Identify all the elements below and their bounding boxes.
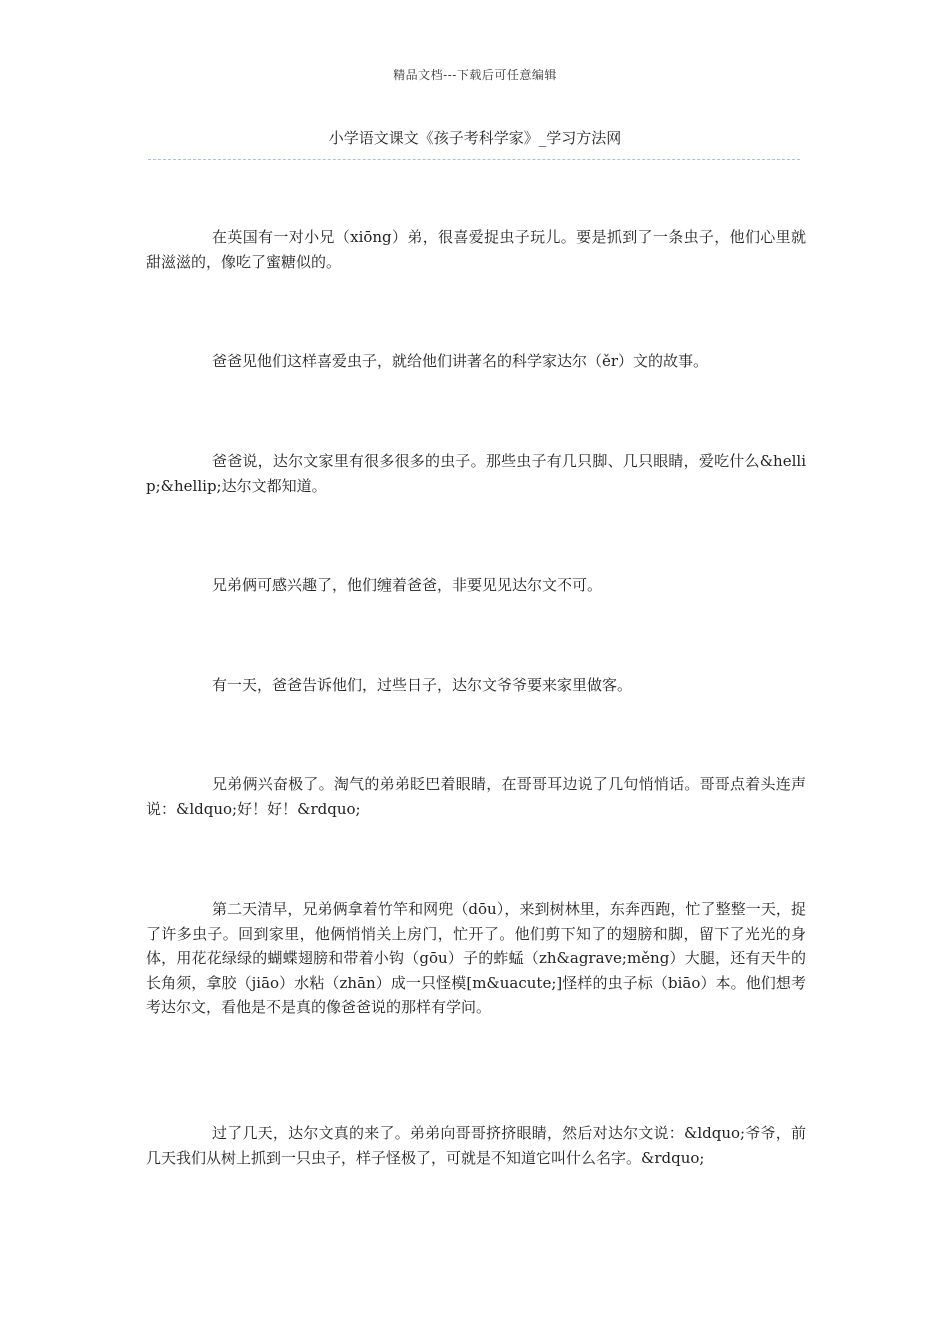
paragraph-7: 第二天清早，兄弟俩拿着竹竿和网兜（dōu），来到树林里，东奔西跑，忙了整整一天，捉了许多虫子。回到家里，他俩悄悄关上房门，忙开了。他们剪下知了的翅膀和脚，留下了光光的身体，用花花绿绿的蝴蝶翅膀和带着小钩（gōu）子的蚱蜢（zh&agrave;měng）大腿，还有天牛的长角须，拿胶（jiāo）水粘（zhān）成一只怪模[m&uacute;]怪样的虫子标（biāo）本。他们想考考达尔文，看他是不是真的像爸爸说的那样有学问。: [146, 900, 806, 1016]
paragraph-1: 在英国有一对小兄（xiōng）弟，很喜爱捉虫子玩儿。要是抓到了一条虫子，他们心里就甜滋滋的，像吃了蜜糖似的。: [146, 228, 806, 271]
paragraph-4: 兄弟俩可感兴趣了，他们缠着爸爸，非要见见达尔文不可。: [212, 576, 603, 594]
header-note: 精品文档---下载后可任意编辑: [393, 68, 557, 82]
paragraph-8: 过了几天，达尔文真的来了。弟弟向哥哥挤挤眼睛，然后对达尔文说：&ldquo;爷爷，前几天我们从树上抓到一只虫子，样子怪极了，可就是不知道它叫什么名字。&rdquo;: [146, 1124, 806, 1167]
paragraph-3: 爸爸说，达尔文家里有很多很多的虫子。那些虫子有几只脚、几只眼睛，爱吃什么&hellip;&hellip;达尔文都知道。: [146, 452, 806, 495]
paragraph-5: 有一天，爸爸告诉他们，过些日子，达尔文爷爷要来家里做客。: [212, 676, 633, 694]
document-title: 小学语文课文《孩子考科学家》_学习方法网: [328, 129, 622, 147]
title-divider: [148, 159, 800, 160]
paragraph-2: 爸爸见他们这样喜爱虫子，就给他们讲著名的科学家达尔（ěr）文的故事。: [212, 352, 709, 370]
paragraph-6: 兄弟俩兴奋极了。淘气的弟弟眨巴着眼睛，在哥哥耳边说了几句悄悄话。哥哥点着头连声说：&ldquo;好！好！&rdquo;: [146, 775, 806, 818]
